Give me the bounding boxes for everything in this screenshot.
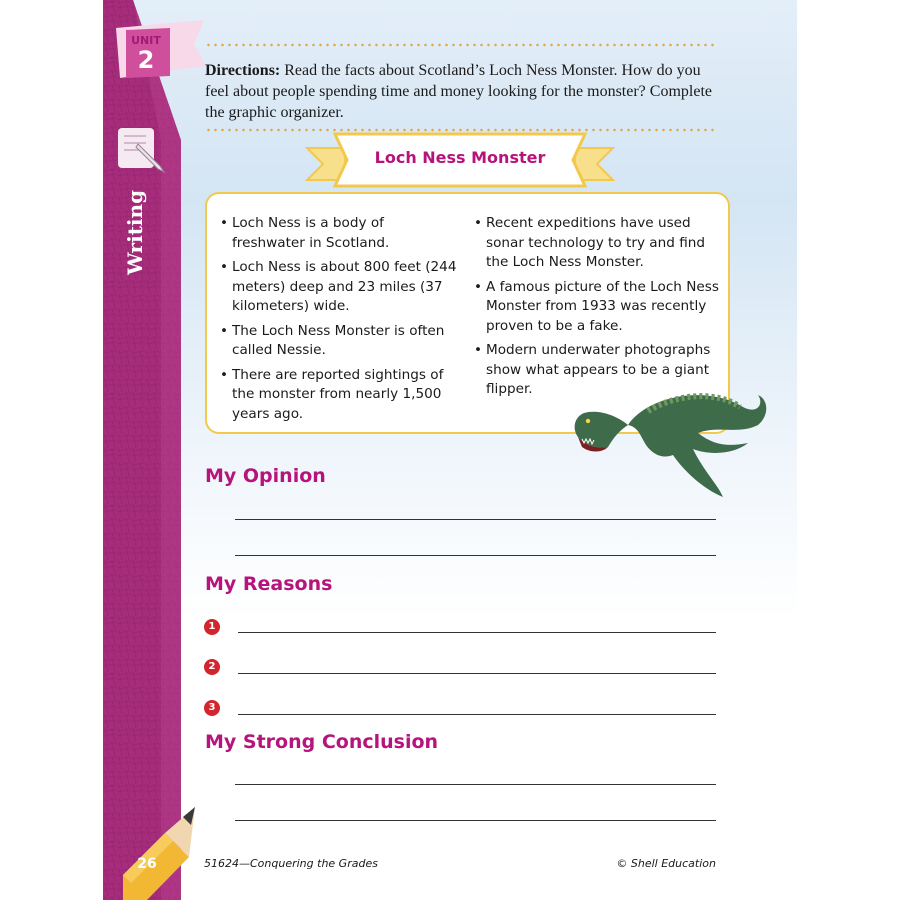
fact-item: • The Loch Ness Monster is often called Nessie. [220,322,458,361]
facts-column-right [474,214,729,405]
reason-answer-line-2[interactable] [238,673,716,674]
pencil-corner-icon [103,805,203,900]
organizer-title: Loch Ness Monster [374,148,546,167]
opinion-answer-line-2[interactable] [235,555,716,556]
subject-label: Writing [123,189,147,275]
facts-column-left [220,214,458,429]
directions-label: Directions: [205,62,281,79]
publisher-footer: © Shell Education [616,857,716,870]
page-number: 26 [137,856,157,872]
reason-number-badge: 3 [204,700,220,716]
fact-item: • Loch Ness is about 800 feet (244 meters) deep and 23 miles (37 kilometers) wide. [220,258,458,317]
fact-item: • Modern underwater photographs show what appears to be a giant flipper. [474,341,729,400]
opinion-answer-line-1[interactable] [235,519,716,520]
writing-pencil-icon [116,126,168,174]
unit-label: UNIT [131,34,161,47]
reason-number-badge: 1 [204,619,220,635]
conclusion-answer-line-2[interactable] [235,820,716,821]
reason-answer-line-3[interactable] [238,714,716,715]
book-title-footer: 51624—Conquering the Grades [204,857,378,870]
top-dotted-divider [205,43,717,47]
fact-item: • Recent expeditions have used sonar technology to try and find the Loch Ness Monster. [474,214,729,273]
fact-item: • Loch Ness is a body of freshwater in Scotland. [220,214,458,253]
reason-number-badge: 2 [204,659,220,675]
conclusion-heading: My Strong Conclusion [205,731,439,753]
opinion-heading: My Opinion [205,465,326,487]
conclusion-answer-line-1[interactable] [235,784,716,785]
fact-item: • A famous picture of the Loch Ness Monster from 1933 was recently proven to be a fake. [474,278,729,337]
directions-body: Read the facts about Scotland’s Loch Ness Monster. How do you feel about people spending time and money looking for the monster? Complete the graphic organizer. [205,62,712,121]
unit-number: 2 [137,46,155,74]
fact-item: • There are reported sightings of the monster from nearly 1,500 years ago. [220,366,458,425]
loch-ness-monster-illustration [568,385,773,503]
directions-text [205,60,725,123]
reason-answer-line-1[interactable] [238,632,716,633]
reasons-heading: My Reasons [205,573,333,595]
